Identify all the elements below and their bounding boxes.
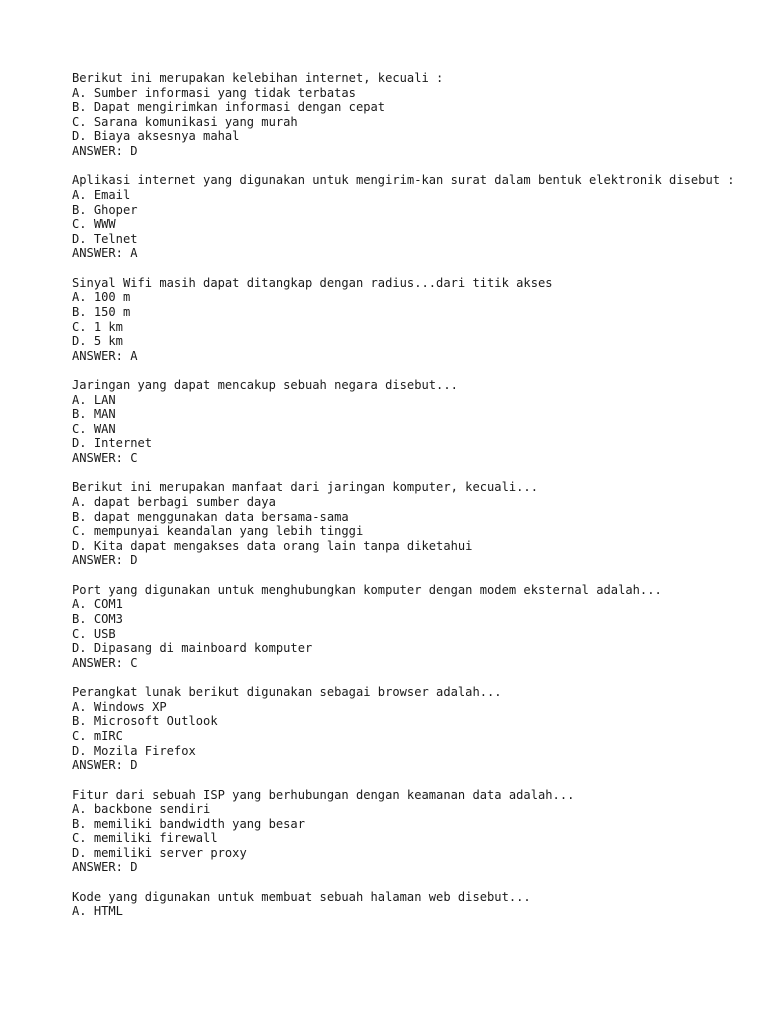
- question-text: Perangkat lunak berikut digunakan sebagai browser adalah...: [72, 685, 502, 700]
- question-text: Berikut ini merupakan kelebihan internet, kecuali :: [72, 71, 444, 85]
- option-a: A. LAN: [72, 392, 116, 407]
- option-a: A. Email: [72, 187, 131, 202]
- option-c: C. memiliki firewall: [72, 831, 218, 846]
- question-text: Aplikasi internet yang digunakan untuk mengirim-kan surat dalam bentuk elektronik disebut :: [72, 173, 735, 188]
- answer-line: ANSWER: C: [72, 655, 138, 670]
- question-text: Berikut ini merupakan manfaat dari jaringan komputer, kecuali...: [72, 480, 538, 495]
- option-a: A. HTML: [72, 904, 123, 919]
- option-d: D. Internet: [72, 436, 153, 451]
- question-block: [72, 788, 752, 876]
- option-b: B. MAN: [72, 407, 116, 422]
- answer-line: ANSWER: C: [72, 451, 138, 466]
- option-b: B. Dapat mengirimkan informasi dengan cepat: [72, 100, 386, 115]
- option-d: D. Dipasang di mainboard komputer: [72, 641, 313, 656]
- question-block: [72, 71, 752, 159]
- answer-line: ANSWER: D: [72, 143, 138, 158]
- option-a: A. 100 m: [72, 290, 131, 305]
- question-text: Port yang digunakan untuk menghubungkan komputer dengan modem eksternal adalah...: [72, 582, 662, 597]
- option-b: B. dapat menggunakan data bersama-sama: [72, 509, 349, 524]
- option-a: A. dapat berbagi sumber daya: [72, 495, 276, 510]
- question-block: [72, 583, 752, 671]
- option-c: C. 1 km: [72, 319, 123, 334]
- option-d: D. Biaya aksesnya mahal: [72, 129, 240, 144]
- option-a: A. backbone sendiri: [72, 802, 211, 817]
- question-block: [72, 480, 752, 568]
- option-d: D. memiliki server proxy: [72, 845, 247, 860]
- option-c: C. USB: [72, 626, 116, 641]
- answer-line: ANSWER: D: [72, 758, 138, 773]
- question-block: [72, 685, 752, 773]
- question-block: [72, 276, 752, 364]
- option-a: A. Sumber informasi yang tidak terbatas: [72, 85, 356, 100]
- option-d: D. 5 km: [72, 334, 123, 349]
- option-a: A. Windows XP: [72, 699, 167, 714]
- question-block: [72, 173, 752, 261]
- answer-line: ANSWER: A: [72, 246, 138, 261]
- option-d: D. Mozila Firefox: [72, 743, 196, 758]
- question-block: [72, 890, 752, 919]
- option-d: D. Kita dapat mengakses data orang lain tanpa diketahui: [72, 538, 473, 553]
- option-a: A. COM1: [72, 597, 123, 612]
- question-text: Fitur dari sebuah ISP yang berhubungan dengan keamanan data adalah...: [72, 787, 575, 802]
- question-text: Sinyal Wifi masih dapat ditangkap dengan radius...dari titik akses: [72, 275, 553, 290]
- option-b: B. Ghoper: [72, 202, 138, 217]
- option-c: C. mempunyai keandalan yang lebih tinggi: [72, 524, 364, 539]
- option-c: C. mIRC: [72, 728, 123, 743]
- option-c: C. Sarana komunikasi yang murah: [72, 114, 298, 129]
- option-b: B. 150 m: [72, 304, 131, 319]
- option-d: D. Telnet: [72, 231, 138, 246]
- answer-line: ANSWER: D: [72, 860, 138, 875]
- answer-line: ANSWER: A: [72, 348, 138, 363]
- question-block: [72, 378, 752, 466]
- option-c: C. WWW: [72, 217, 116, 232]
- answer-line: ANSWER: D: [72, 553, 138, 568]
- question-text: Jaringan yang dapat mencakup sebuah negara disebut...: [72, 378, 458, 393]
- document-page: [72, 71, 752, 934]
- option-b: B. memiliki bandwidth yang besar: [72, 816, 305, 831]
- option-b: B. COM3: [72, 611, 123, 626]
- option-c: C. WAN: [72, 421, 116, 436]
- option-b: B. Microsoft Outlook: [72, 714, 218, 729]
- question-text: Kode yang digunakan untuk membuat sebuah halaman web disebut...: [72, 889, 531, 904]
